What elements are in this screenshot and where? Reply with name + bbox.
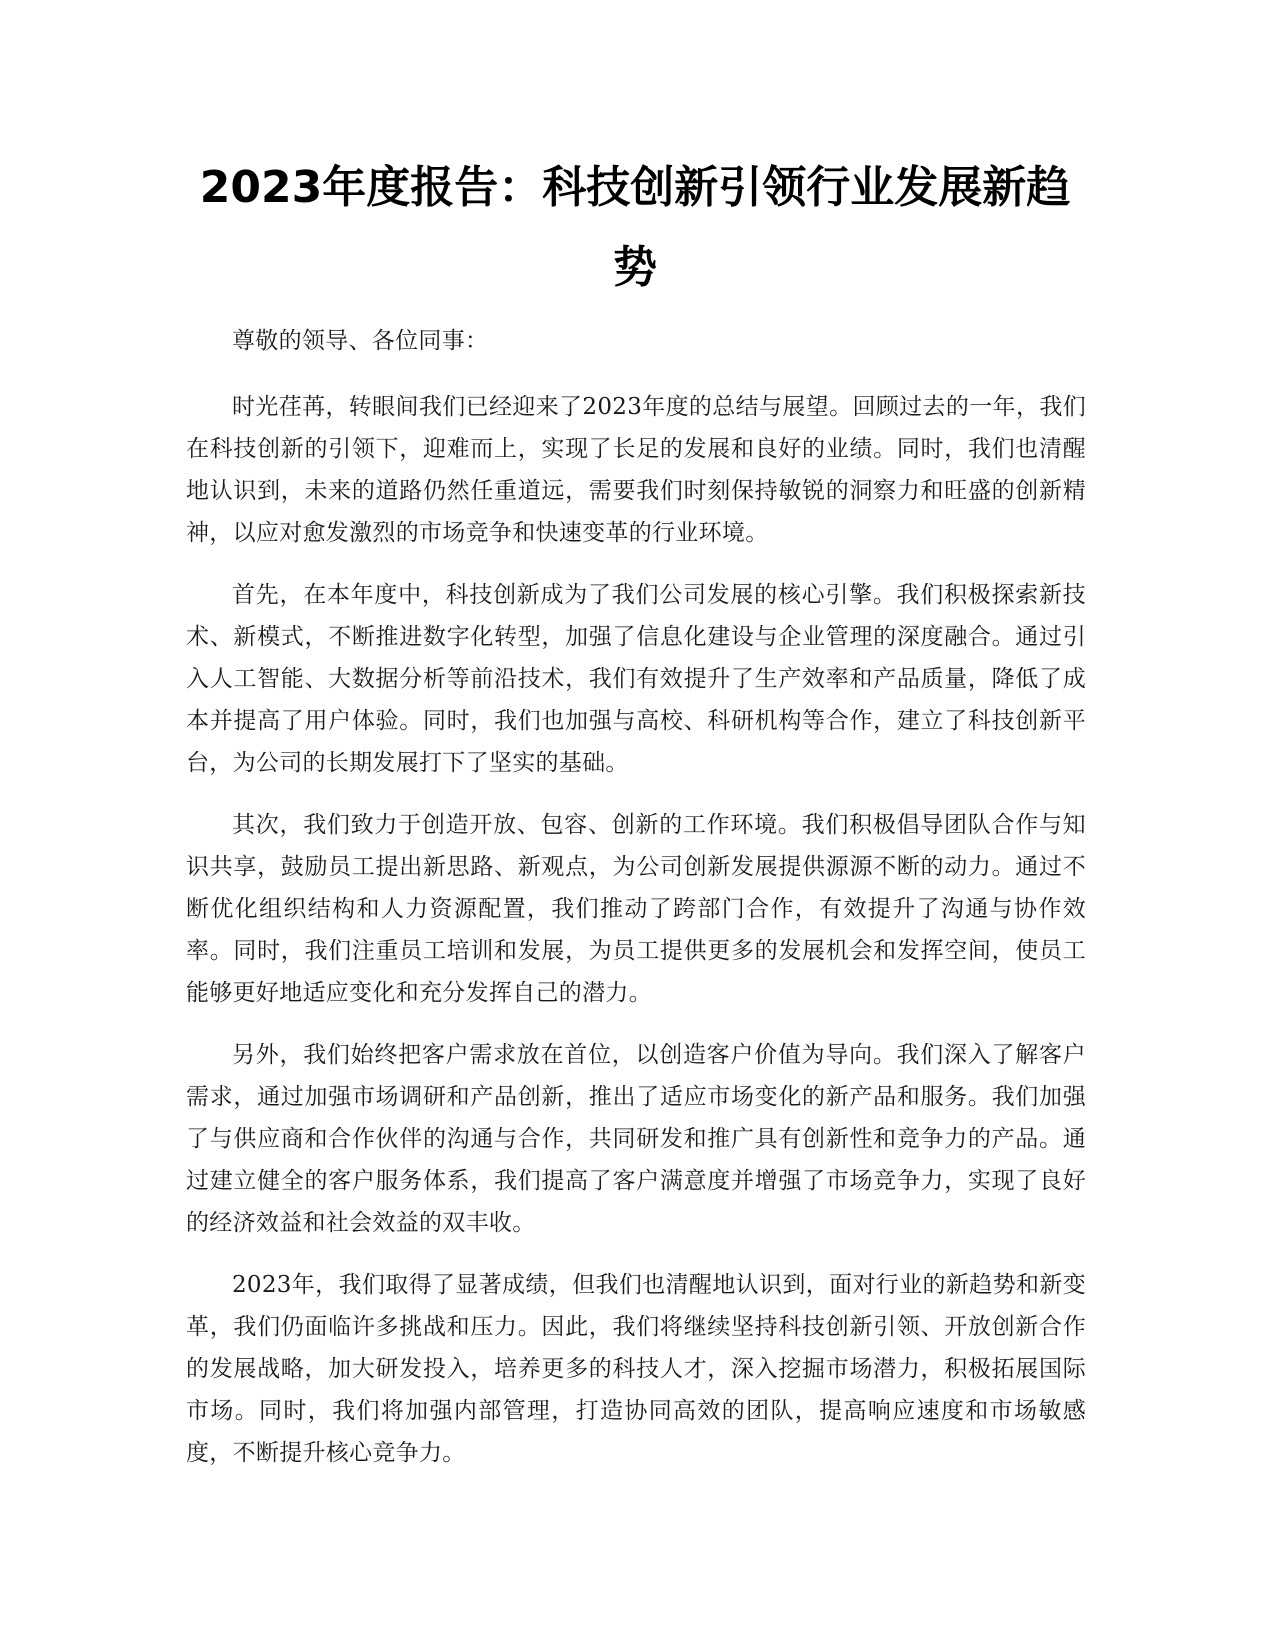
paragraph-review: 时光荏苒，转眼间我们已经迎来了2023年度的总结与展望。回顾过去的一年，我们在科技创新的引领下，迎难而上，实现了长足的发展和良好的业绩。同时，我们也清醒地认识到，未来的道路仍然任重道远，需要我们时刻保持敏锐的洞察力和旺盛的创新精神，以应对愈发激烈的市场竞争和快速变革的行业环境。	[186, 394, 1086, 546]
greeting: 尊敬的领导、各位同事：	[232, 328, 489, 354]
document-body	[186, 320, 1086, 1494]
paragraph-customer: 另外，我们始终把客户需求放在首位，以创造客户价值为导向。我们深入了解客户需求，通过加强市场调研和产品创新，推出了适应市场变化的新产品和服务。我们加强了与供应商和合作伙伴的沟通与合作，共同研发和推广具有创新性和竞争力的产品。通过建立健全的客户服务体系，我们提高了客户满意度并增强了市场竞争力，实现了良好的经济效益和社会效益的双丰收。	[186, 1042, 1086, 1236]
paragraph-work-environment: 其次，我们致力于创造开放、包容、创新的工作环境。我们积极倡导团队合作与知识共享，鼓励员工提出新思路、新观点，为公司创新发展提供源源不断的动力。通过不断优化组织结构和人力资源配置，我们推动了跨部门合作，有效提升了沟通与协作效率。同时，我们注重员工培训和发展，为员工提供更多的发展机会和发挥空间，使员工能够更好地适应变化和充分发挥自己的潜力。	[186, 812, 1086, 1006]
paragraph-outlook: 2023年，我们取得了显著成绩，但我们也清醒地认识到，面对行业的新趋势和新变革，我们仍面临许多挑战和压力。因此，我们将继续坚持科技创新引领、开放创新合作的发展战略，加大研发投入，培养更多的科技人才，深入挖掘市场潜力，积极拓展国际市场。同时，我们将加强内部管理，打造协同高效的团队，提高响应速度和市场敏感度，不断提升核心竞争力。	[186, 1272, 1086, 1466]
paragraph-innovation: 首先，在本年度中，科技创新成为了我们公司发展的核心引擎。我们积极探索新技术、新模式，不断推进数字化转型，加强了信息化建设与企业管理的深度融合。通过引入人工智能、大数据分析等前沿技术，我们有效提升了生产效率和产品质量，降低了成本并提高了用户体验。同时，我们也加强与高校、科研机构等合作，建立了科技创新平台，为公司的长期发展打下了坚实的基础。	[186, 582, 1086, 776]
document-title: 2023年度报告：科技创新引领行业发展新趋势	[199, 162, 1071, 293]
